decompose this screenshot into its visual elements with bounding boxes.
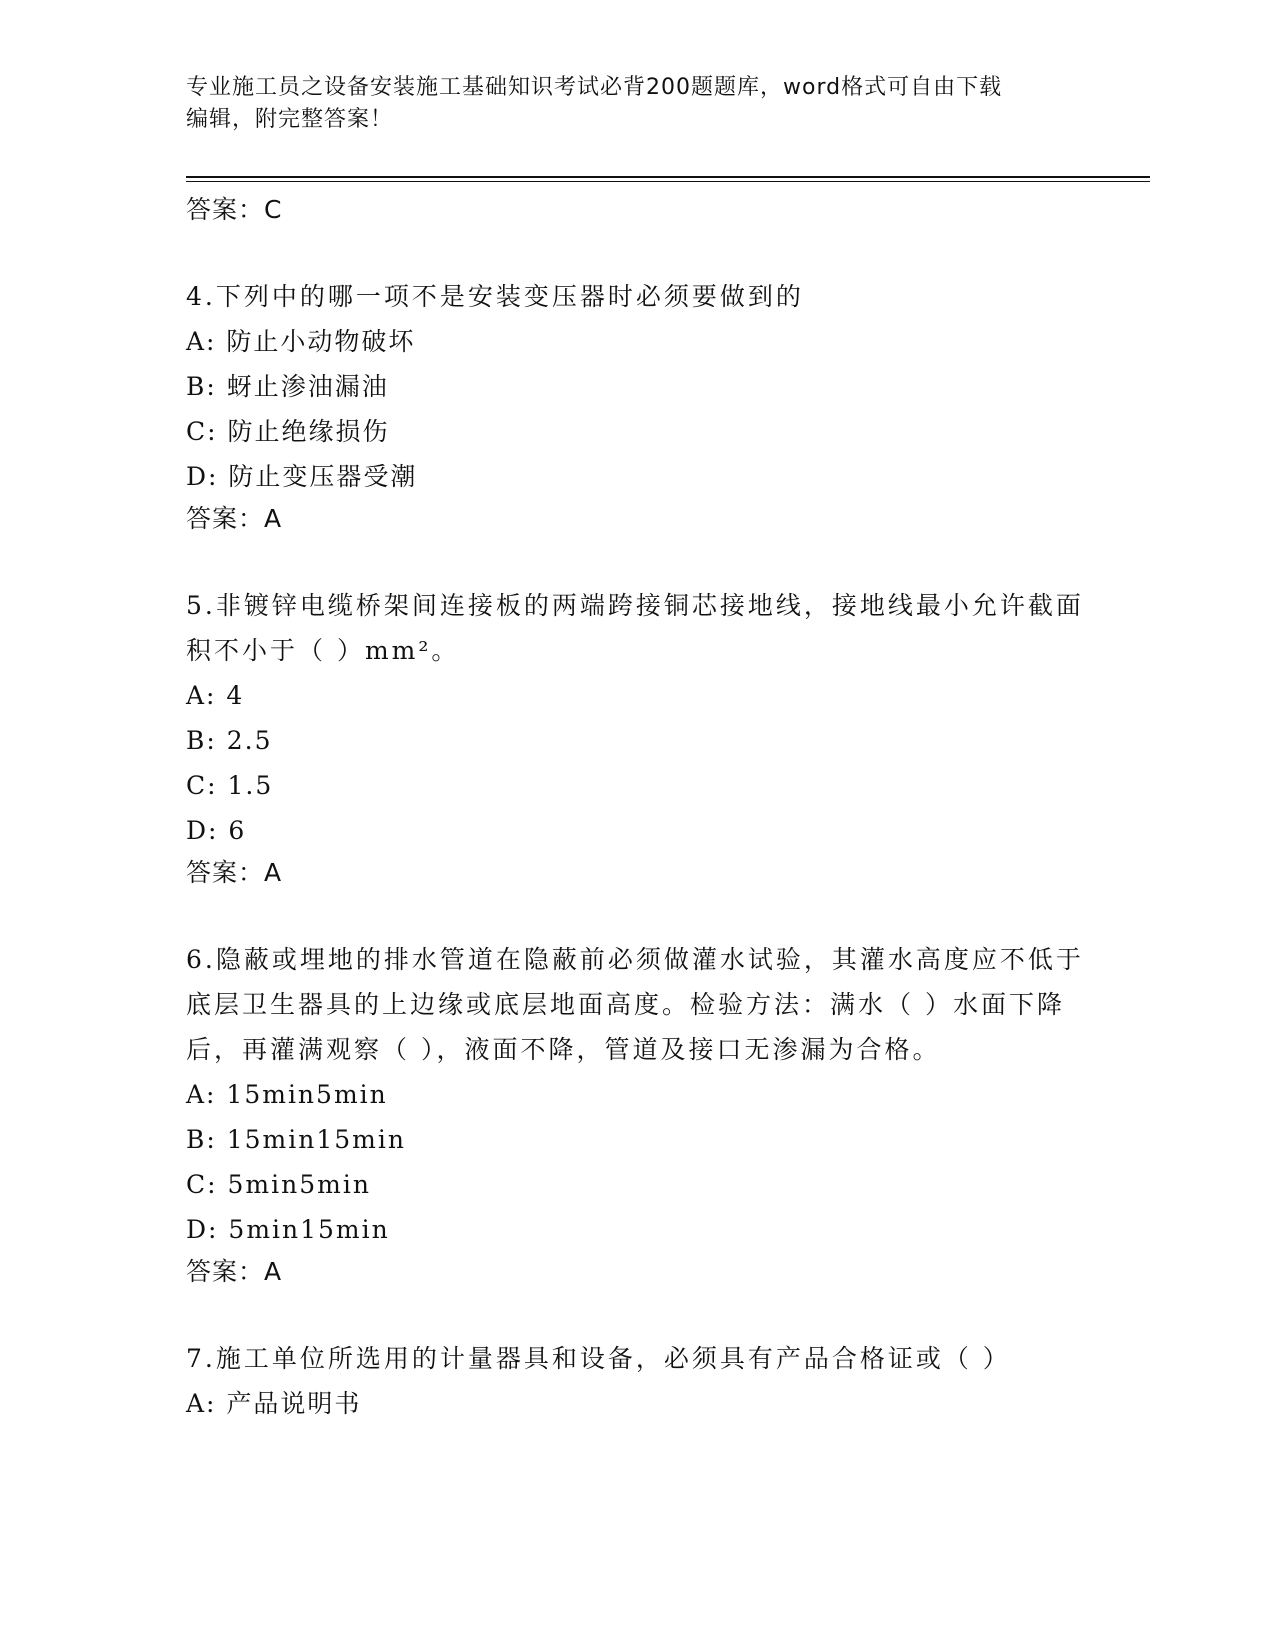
header-line-1: 专业施工员之设备安装施工基础知识考试必背200题题库，word格式可自由下载 <box>186 75 1003 100</box>
answer-label: 答案：A <box>186 1257 283 1286</box>
question-4 <box>186 274 1086 541</box>
option-c: C: 防止绝缘损伤 <box>186 417 390 446</box>
answer-label: 答案：A <box>186 858 283 887</box>
question-text: 5.非镀锌电缆桥架间连接板的两端跨接铜芯接地线，接地线最小允许截面积不小于（ ）mm²。 <box>186 591 1084 665</box>
option-b: B: 蚜止渗油漏油 <box>186 372 389 401</box>
answer-label: 答案：A <box>186 504 283 533</box>
option-a: A: 4 <box>186 681 245 710</box>
question-7 <box>186 1336 1086 1426</box>
spacer <box>186 232 1086 274</box>
option-b: B: 2.5 <box>186 726 273 755</box>
question-text: 6.隐蔽或埋地的排水管道在隐蔽前必须做灌水试验，其灌水高度应不低于底层卫生器具的上边缘或底层地面高度。检验方法：满水（ ）水面下降后，再灌满观察（ ），液面不降，管道及接口无渗漏为合格。 <box>186 945 1084 1064</box>
option-a: A: 防止小动物破坏 <box>186 327 416 356</box>
option-d: D: 5min15min <box>186 1215 390 1244</box>
header-rule-thick <box>186 176 1150 178</box>
question-list <box>186 190 1086 1426</box>
spacer <box>186 541 1086 583</box>
question-text: 7.施工单位所选用的计量器具和设备，必须具有产品合格证或（ ） <box>186 1344 1011 1373</box>
question-5 <box>186 583 1086 895</box>
option-c: C: 1.5 <box>186 771 274 800</box>
header-line-2: 编辑，附完整答案！ <box>186 107 394 132</box>
spacer <box>186 895 1086 937</box>
option-d: D: 6 <box>186 816 247 845</box>
option-a: A: 15min5min <box>186 1080 388 1109</box>
spacer <box>186 1294 1086 1336</box>
question-text: 4.下列中的哪一项不是安装变压器时必须要做到的 <box>186 282 804 311</box>
option-d: D: 防止变压器受潮 <box>186 462 418 491</box>
document-header <box>186 72 1066 136</box>
question-6 <box>186 937 1086 1294</box>
answer-label: 答案：C <box>186 195 283 224</box>
option-c: C: 5min5min <box>186 1170 371 1199</box>
option-a: A: 产品说明书 <box>186 1389 362 1418</box>
header-rule-thin <box>186 181 1150 182</box>
option-b: B: 15min15min <box>186 1125 406 1154</box>
